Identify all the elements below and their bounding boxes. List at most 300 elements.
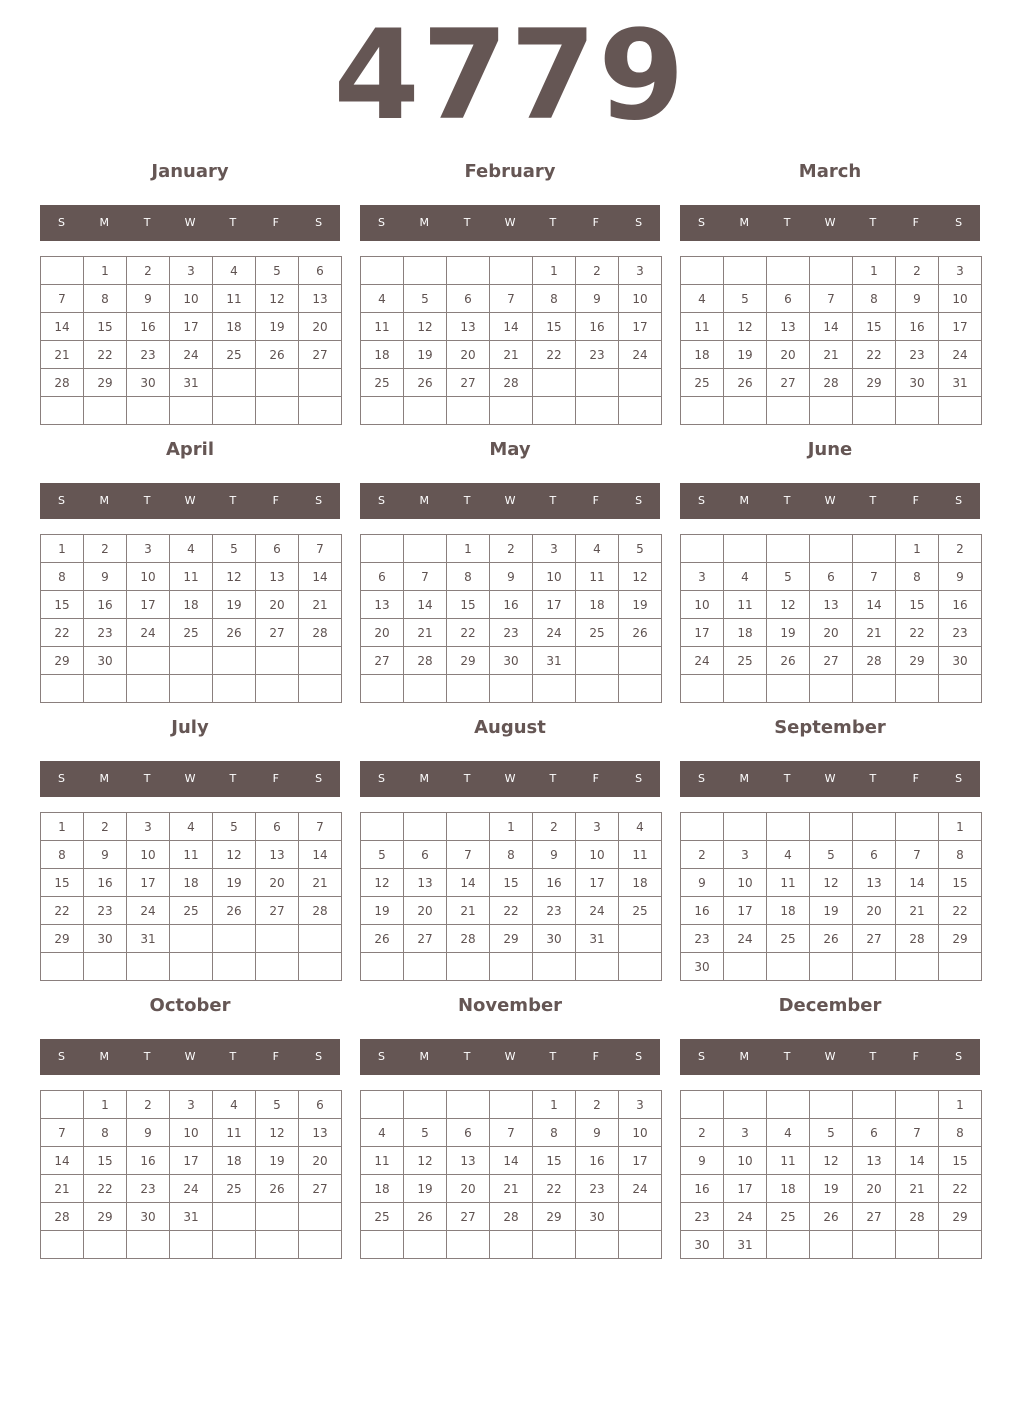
day-cell: 6 bbox=[299, 1091, 342, 1119]
empty-day-cell bbox=[619, 675, 662, 703]
empty-day-cell bbox=[361, 953, 404, 981]
day-cell: 16 bbox=[84, 869, 127, 897]
day-cell: 13 bbox=[361, 591, 404, 619]
day-cell: 31 bbox=[127, 925, 170, 953]
weekday-header bbox=[40, 205, 340, 241]
empty-day-cell bbox=[213, 675, 256, 703]
day-cell: 29 bbox=[84, 369, 127, 397]
day-cell: 9 bbox=[84, 563, 127, 591]
day-cell: 23 bbox=[490, 619, 533, 647]
day-cell: 11 bbox=[619, 841, 662, 869]
empty-day-cell bbox=[896, 675, 939, 703]
week-row bbox=[361, 953, 662, 981]
day-cell: 4 bbox=[767, 841, 810, 869]
week-row bbox=[41, 1203, 342, 1231]
empty-day-cell bbox=[767, 535, 810, 563]
day-cell: 8 bbox=[853, 285, 896, 313]
week-row bbox=[361, 925, 662, 953]
day-cell: 28 bbox=[853, 647, 896, 675]
day-cell: 20 bbox=[767, 341, 810, 369]
weekday-label: F bbox=[592, 216, 599, 229]
day-cell: 28 bbox=[810, 369, 853, 397]
day-cell: 10 bbox=[724, 869, 767, 897]
day-cell: 18 bbox=[361, 341, 404, 369]
month-title: July bbox=[171, 717, 209, 738]
week-row bbox=[681, 675, 982, 703]
day-cell: 14 bbox=[41, 313, 84, 341]
day-cell: 2 bbox=[84, 535, 127, 563]
day-cell: 22 bbox=[939, 897, 982, 925]
empty-day-cell bbox=[896, 813, 939, 841]
day-cell: 13 bbox=[256, 841, 299, 869]
weekday-label: S bbox=[57, 772, 65, 785]
weekday-label: S bbox=[377, 494, 385, 507]
day-cell: 22 bbox=[84, 1175, 127, 1203]
week-row bbox=[361, 1091, 662, 1119]
weekday-label: F bbox=[272, 494, 279, 507]
day-grid bbox=[40, 812, 342, 981]
day-grid bbox=[360, 1090, 662, 1259]
weekday-label: T bbox=[783, 494, 791, 507]
empty-day-cell bbox=[127, 953, 170, 981]
day-cell: 26 bbox=[810, 1203, 853, 1231]
day-cell: 17 bbox=[939, 313, 982, 341]
day-cell: 31 bbox=[724, 1231, 767, 1259]
week-row bbox=[361, 591, 662, 619]
day-cell: 10 bbox=[170, 285, 213, 313]
day-cell: 31 bbox=[170, 1203, 213, 1231]
week-row bbox=[681, 341, 982, 369]
day-cell: 27 bbox=[404, 925, 447, 953]
empty-day-cell bbox=[256, 1203, 299, 1231]
weekday-header bbox=[360, 761, 660, 797]
day-cell: 29 bbox=[939, 1203, 982, 1231]
empty-day-cell bbox=[127, 647, 170, 675]
week-row bbox=[41, 313, 342, 341]
empty-day-cell bbox=[681, 1091, 724, 1119]
day-cell: 27 bbox=[447, 1203, 490, 1231]
day-cell: 27 bbox=[767, 369, 810, 397]
day-cell: 9 bbox=[681, 869, 724, 897]
week-row bbox=[361, 841, 662, 869]
day-cell: 4 bbox=[681, 285, 724, 313]
weekday-header bbox=[680, 761, 980, 797]
week-row bbox=[681, 535, 982, 563]
week-row bbox=[681, 647, 982, 675]
day-cell: 22 bbox=[896, 619, 939, 647]
day-cell: 16 bbox=[681, 897, 724, 925]
day-cell: 15 bbox=[490, 869, 533, 897]
empty-day-cell bbox=[853, 1231, 896, 1259]
day-cell: 6 bbox=[767, 285, 810, 313]
day-cell: 31 bbox=[170, 369, 213, 397]
day-cell: 20 bbox=[404, 897, 447, 925]
day-cell: 8 bbox=[896, 563, 939, 591]
empty-day-cell bbox=[681, 257, 724, 285]
empty-day-cell bbox=[724, 1091, 767, 1119]
day-cell: 28 bbox=[299, 897, 342, 925]
day-cell: 6 bbox=[853, 841, 896, 869]
weekday-header bbox=[360, 483, 660, 519]
empty-day-cell bbox=[256, 647, 299, 675]
day-cell: 17 bbox=[724, 1175, 767, 1203]
day-cell: 12 bbox=[619, 563, 662, 591]
day-cell: 10 bbox=[533, 563, 576, 591]
day-cell: 29 bbox=[533, 1203, 576, 1231]
week-row bbox=[681, 619, 982, 647]
day-cell: 9 bbox=[490, 563, 533, 591]
day-cell: 9 bbox=[84, 841, 127, 869]
day-cell: 4 bbox=[767, 1119, 810, 1147]
day-cell: 12 bbox=[810, 1147, 853, 1175]
weekday-label: S bbox=[57, 1050, 65, 1063]
day-cell: 12 bbox=[810, 869, 853, 897]
day-cell: 24 bbox=[681, 647, 724, 675]
week-row bbox=[41, 1231, 342, 1259]
day-cell: 30 bbox=[681, 953, 724, 981]
day-cell: 25 bbox=[767, 1203, 810, 1231]
day-cell: 22 bbox=[41, 897, 84, 925]
day-cell: 19 bbox=[213, 591, 256, 619]
weekday-label: S bbox=[955, 772, 963, 785]
day-cell: 4 bbox=[724, 563, 767, 591]
day-cell: 6 bbox=[447, 1119, 490, 1147]
day-cell: 28 bbox=[447, 925, 490, 953]
weekday-label: M bbox=[99, 216, 110, 229]
empty-day-cell bbox=[619, 1203, 662, 1231]
day-cell: 23 bbox=[939, 619, 982, 647]
day-cell: 21 bbox=[404, 619, 447, 647]
week-row bbox=[681, 869, 982, 897]
weekday-label: T bbox=[229, 216, 237, 229]
empty-day-cell bbox=[533, 397, 576, 425]
empty-day-cell bbox=[576, 953, 619, 981]
empty-day-cell bbox=[213, 369, 256, 397]
day-cell: 25 bbox=[576, 619, 619, 647]
empty-day-cell bbox=[256, 397, 299, 425]
weekday-label: T bbox=[463, 1050, 471, 1063]
weekday-label: S bbox=[377, 216, 385, 229]
day-cell: 23 bbox=[127, 1175, 170, 1203]
empty-day-cell bbox=[170, 953, 213, 981]
empty-day-cell bbox=[896, 397, 939, 425]
day-cell: 12 bbox=[404, 1147, 447, 1175]
day-cell: 12 bbox=[256, 285, 299, 313]
empty-day-cell bbox=[447, 257, 490, 285]
weekday-label: W bbox=[504, 494, 516, 507]
weekday-label: T bbox=[549, 494, 557, 507]
day-cell: 26 bbox=[404, 1203, 447, 1231]
day-cell: 27 bbox=[299, 1175, 342, 1203]
empty-day-cell bbox=[576, 369, 619, 397]
weekday-label: T bbox=[463, 772, 471, 785]
day-cell: 8 bbox=[939, 841, 982, 869]
day-cell: 5 bbox=[724, 285, 767, 313]
weekday-header bbox=[40, 1039, 340, 1075]
week-row bbox=[681, 925, 982, 953]
day-cell: 20 bbox=[853, 897, 896, 925]
empty-day-cell bbox=[41, 953, 84, 981]
week-row bbox=[41, 591, 342, 619]
weekday-label: S bbox=[57, 494, 65, 507]
week-row bbox=[41, 257, 342, 285]
week-row bbox=[361, 535, 662, 563]
day-cell: 3 bbox=[724, 1119, 767, 1147]
weekday-label: M bbox=[739, 1050, 750, 1063]
week-row bbox=[681, 953, 982, 981]
day-cell: 31 bbox=[533, 647, 576, 675]
empty-day-cell bbox=[939, 953, 982, 981]
empty-day-cell bbox=[767, 1231, 810, 1259]
day-cell: 27 bbox=[853, 925, 896, 953]
day-cell: 24 bbox=[724, 1203, 767, 1231]
weekday-label: S bbox=[635, 1050, 643, 1063]
weekday-label: W bbox=[824, 494, 836, 507]
month-title: April bbox=[165, 439, 215, 460]
day-cell: 18 bbox=[361, 1175, 404, 1203]
week-row bbox=[361, 369, 662, 397]
empty-day-cell bbox=[404, 1231, 447, 1259]
empty-day-cell bbox=[767, 397, 810, 425]
week-row bbox=[41, 647, 342, 675]
day-cell: 2 bbox=[896, 257, 939, 285]
empty-day-cell bbox=[896, 1231, 939, 1259]
empty-day-cell bbox=[490, 1091, 533, 1119]
day-cell: 17 bbox=[170, 1147, 213, 1175]
day-cell: 4 bbox=[170, 813, 213, 841]
empty-day-cell bbox=[853, 397, 896, 425]
empty-day-cell bbox=[213, 1203, 256, 1231]
day-cell: 17 bbox=[127, 869, 170, 897]
day-cell: 2 bbox=[681, 841, 724, 869]
day-cell: 19 bbox=[724, 341, 767, 369]
day-cell: 29 bbox=[896, 647, 939, 675]
weekday-label: W bbox=[504, 1050, 516, 1063]
day-cell: 15 bbox=[939, 869, 982, 897]
day-cell: 4 bbox=[213, 257, 256, 285]
day-cell: 8 bbox=[84, 1119, 127, 1147]
day-cell: 13 bbox=[447, 313, 490, 341]
empty-day-cell bbox=[724, 813, 767, 841]
day-cell: 19 bbox=[361, 897, 404, 925]
day-cell: 8 bbox=[447, 563, 490, 591]
weekday-label: T bbox=[549, 772, 557, 785]
day-cell: 22 bbox=[533, 341, 576, 369]
day-cell: 21 bbox=[299, 591, 342, 619]
day-cell: 7 bbox=[41, 1119, 84, 1147]
weekday-label: T bbox=[549, 1050, 557, 1063]
weekday-label: F bbox=[912, 494, 919, 507]
day-cell: 26 bbox=[619, 619, 662, 647]
day-cell: 14 bbox=[896, 1147, 939, 1175]
weekday-label: T bbox=[229, 772, 237, 785]
weekday-label: T bbox=[463, 216, 471, 229]
day-cell: 28 bbox=[404, 647, 447, 675]
empty-day-cell bbox=[490, 675, 533, 703]
day-cell: 30 bbox=[127, 1203, 170, 1231]
empty-day-cell bbox=[447, 1091, 490, 1119]
day-cell: 26 bbox=[213, 619, 256, 647]
day-cell: 23 bbox=[896, 341, 939, 369]
day-cell: 17 bbox=[533, 591, 576, 619]
day-cell: 9 bbox=[939, 563, 982, 591]
day-cell: 11 bbox=[576, 563, 619, 591]
day-cell: 7 bbox=[896, 1119, 939, 1147]
empty-day-cell bbox=[576, 1231, 619, 1259]
empty-day-cell bbox=[619, 925, 662, 953]
empty-day-cell bbox=[447, 953, 490, 981]
day-cell: 7 bbox=[853, 563, 896, 591]
weekday-label: W bbox=[824, 1050, 836, 1063]
empty-day-cell bbox=[41, 257, 84, 285]
empty-day-cell bbox=[213, 925, 256, 953]
day-cell: 20 bbox=[810, 619, 853, 647]
empty-day-cell bbox=[939, 675, 982, 703]
empty-day-cell bbox=[127, 1231, 170, 1259]
day-cell: 3 bbox=[681, 563, 724, 591]
day-cell: 1 bbox=[447, 535, 490, 563]
empty-day-cell bbox=[533, 369, 576, 397]
day-cell: 23 bbox=[681, 925, 724, 953]
empty-day-cell bbox=[619, 1231, 662, 1259]
empty-day-cell bbox=[299, 675, 342, 703]
day-cell: 7 bbox=[490, 285, 533, 313]
empty-day-cell bbox=[576, 675, 619, 703]
week-row bbox=[361, 675, 662, 703]
day-cell: 11 bbox=[361, 313, 404, 341]
day-cell: 24 bbox=[576, 897, 619, 925]
weekday-label: T bbox=[143, 494, 151, 507]
day-cell: 6 bbox=[810, 563, 853, 591]
weekday-label: S bbox=[697, 494, 705, 507]
day-cell: 1 bbox=[939, 813, 982, 841]
day-cell: 25 bbox=[213, 341, 256, 369]
day-cell: 12 bbox=[213, 841, 256, 869]
empty-day-cell bbox=[213, 1231, 256, 1259]
empty-day-cell bbox=[533, 953, 576, 981]
day-cell: 10 bbox=[170, 1119, 213, 1147]
weekday-label: S bbox=[57, 216, 65, 229]
day-cell: 6 bbox=[256, 813, 299, 841]
day-cell: 19 bbox=[810, 1175, 853, 1203]
weekday-label: W bbox=[184, 1050, 196, 1063]
empty-day-cell bbox=[810, 397, 853, 425]
day-cell: 23 bbox=[127, 341, 170, 369]
empty-day-cell bbox=[490, 257, 533, 285]
weekday-label: W bbox=[824, 216, 836, 229]
weekday-label: F bbox=[592, 1050, 599, 1063]
day-cell: 10 bbox=[724, 1147, 767, 1175]
day-cell: 7 bbox=[299, 535, 342, 563]
week-row bbox=[361, 563, 662, 591]
week-row bbox=[361, 1175, 662, 1203]
weekday-label: M bbox=[739, 494, 750, 507]
day-cell: 5 bbox=[767, 563, 810, 591]
day-cell: 18 bbox=[681, 341, 724, 369]
day-cell: 10 bbox=[127, 563, 170, 591]
day-cell: 15 bbox=[447, 591, 490, 619]
day-cell: 19 bbox=[619, 591, 662, 619]
day-cell: 16 bbox=[490, 591, 533, 619]
week-row bbox=[41, 953, 342, 981]
day-cell: 19 bbox=[404, 341, 447, 369]
day-cell: 9 bbox=[127, 1119, 170, 1147]
day-cell: 31 bbox=[576, 925, 619, 953]
day-cell: 4 bbox=[170, 535, 213, 563]
day-cell: 15 bbox=[939, 1147, 982, 1175]
empty-day-cell bbox=[853, 953, 896, 981]
day-cell: 1 bbox=[84, 257, 127, 285]
day-cell: 14 bbox=[299, 563, 342, 591]
day-cell: 16 bbox=[896, 313, 939, 341]
day-cell: 18 bbox=[213, 313, 256, 341]
empty-day-cell bbox=[853, 1091, 896, 1119]
day-cell: 29 bbox=[853, 369, 896, 397]
empty-day-cell bbox=[41, 1231, 84, 1259]
day-cell: 26 bbox=[361, 925, 404, 953]
day-cell: 12 bbox=[404, 313, 447, 341]
weekday-label: S bbox=[315, 1050, 323, 1063]
empty-day-cell bbox=[361, 257, 404, 285]
weekday-label: S bbox=[697, 216, 705, 229]
day-cell: 5 bbox=[256, 1091, 299, 1119]
day-cell: 21 bbox=[810, 341, 853, 369]
day-cell: 13 bbox=[853, 1147, 896, 1175]
day-cell: 24 bbox=[724, 925, 767, 953]
week-row bbox=[681, 563, 982, 591]
month-title: October bbox=[149, 995, 231, 1016]
weekday-label: M bbox=[419, 1050, 430, 1063]
empty-day-cell bbox=[767, 675, 810, 703]
day-cell: 2 bbox=[576, 257, 619, 285]
empty-day-cell bbox=[41, 1091, 84, 1119]
weekday-label: S bbox=[315, 216, 323, 229]
day-cell: 24 bbox=[170, 1175, 213, 1203]
empty-day-cell bbox=[361, 675, 404, 703]
weekday-label: S bbox=[377, 772, 385, 785]
empty-day-cell bbox=[299, 1203, 342, 1231]
day-cell: 26 bbox=[256, 341, 299, 369]
week-row bbox=[361, 619, 662, 647]
month-title: December bbox=[778, 995, 882, 1016]
week-row bbox=[681, 397, 982, 425]
week-row bbox=[361, 341, 662, 369]
day-cell: 27 bbox=[256, 897, 299, 925]
weekday-label: M bbox=[739, 772, 750, 785]
day-cell: 13 bbox=[256, 563, 299, 591]
day-cell: 6 bbox=[361, 563, 404, 591]
weekday-label: S bbox=[315, 494, 323, 507]
day-cell: 30 bbox=[939, 647, 982, 675]
day-cell: 2 bbox=[127, 1091, 170, 1119]
day-cell: 30 bbox=[84, 925, 127, 953]
day-cell: 29 bbox=[41, 647, 84, 675]
weekday-label: M bbox=[419, 216, 430, 229]
day-cell: 29 bbox=[939, 925, 982, 953]
empty-day-cell bbox=[681, 675, 724, 703]
weekday-label: W bbox=[504, 216, 516, 229]
empty-day-cell bbox=[681, 813, 724, 841]
day-cell: 22 bbox=[533, 1175, 576, 1203]
empty-day-cell bbox=[447, 397, 490, 425]
empty-day-cell bbox=[810, 813, 853, 841]
day-cell: 13 bbox=[404, 869, 447, 897]
week-row bbox=[41, 925, 342, 953]
empty-day-cell bbox=[361, 1231, 404, 1259]
day-cell: 25 bbox=[170, 897, 213, 925]
day-cell: 19 bbox=[256, 313, 299, 341]
day-cell: 2 bbox=[939, 535, 982, 563]
